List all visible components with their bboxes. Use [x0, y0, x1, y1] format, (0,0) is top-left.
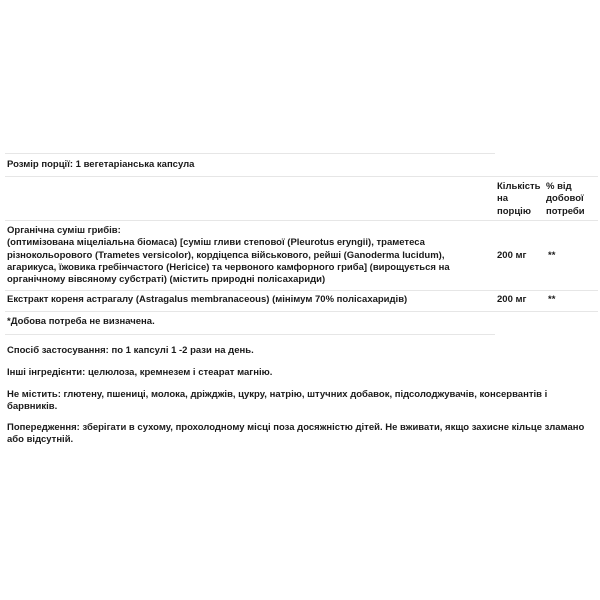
- row-daily-value: **: [548, 294, 556, 305]
- divider-serving: [5, 176, 598, 177]
- divider-bottom: [5, 334, 495, 335]
- free-of-line-1: Не містить: глютену, пшениці, молока, дріжджів, цукру, натрію, штучних добавок, підсолоджувачів, консервантів і: [7, 389, 548, 400]
- row-amount: 200 мг: [497, 250, 527, 261]
- ingredient-name-line: Органічна суміш грибів:: [7, 225, 121, 236]
- header-daily-value: [546, 181, 585, 218]
- row-daily-value: **: [548, 250, 556, 261]
- other-ingredients: Інші інгредієнти: целюлоза, кремнезем і стеарат магнію.: [7, 367, 273, 378]
- ingredient-name-line: (оптимізована міцеліальна біомаса) [суміш гливи степової (Pleurotus eryngii), траметеса: [7, 237, 425, 249]
- usage-directions: Спосіб застосування: по 1 капсулі 1 -2 рази на день.: [7, 345, 254, 356]
- header-dv-line: потреби: [546, 205, 585, 217]
- header-amount: [497, 181, 540, 218]
- header-amount-line: Кількість: [497, 181, 541, 192]
- ingredient-name-line: органічному вівсяному субстраті) (містить природні полісахариди): [7, 274, 326, 286]
- ingredient-name-line: різнокольорового (Trametes versicolor), кордіцепса військового, рейші (Ganoderma lucidum),: [7, 249, 445, 261]
- table-row-organic-blend: [7, 225, 450, 286]
- warning-line-1: Попередження: зберігати в сухому, прохолодному місці поза досяжністю дітей. Не вживати, якщо захисне кільце зламано: [7, 422, 585, 433]
- warning-line-2: або відсутній.: [7, 434, 74, 445]
- header-dv-line: % від: [546, 181, 572, 192]
- divider-row-1: [5, 290, 598, 291]
- table-row-astragalus: Екстракт кореня астрагалу (Astragalus membranaceous) (мінімум 70% полісахаридів): [7, 294, 408, 305]
- ingredient-name-line: агарикуса, їжовика гребінчастого (Hericice) та червоного камфорного гриба] (вирощується на: [7, 261, 450, 273]
- header-amount-line: порцію: [497, 205, 531, 217]
- serving-size: Розмір порції: 1 вегетаріанська капсула: [7, 159, 195, 170]
- header-amount-line: на: [497, 193, 509, 205]
- divider-header: [5, 220, 598, 221]
- divider-top: [5, 153, 495, 154]
- row-amount: 200 мг: [497, 294, 527, 305]
- header-dv-line: добової: [546, 193, 584, 205]
- divider-row-2: [5, 311, 598, 312]
- free-of-line-2: барвників.: [7, 401, 58, 412]
- footnote: *Добова потреба не визначена.: [7, 316, 155, 327]
